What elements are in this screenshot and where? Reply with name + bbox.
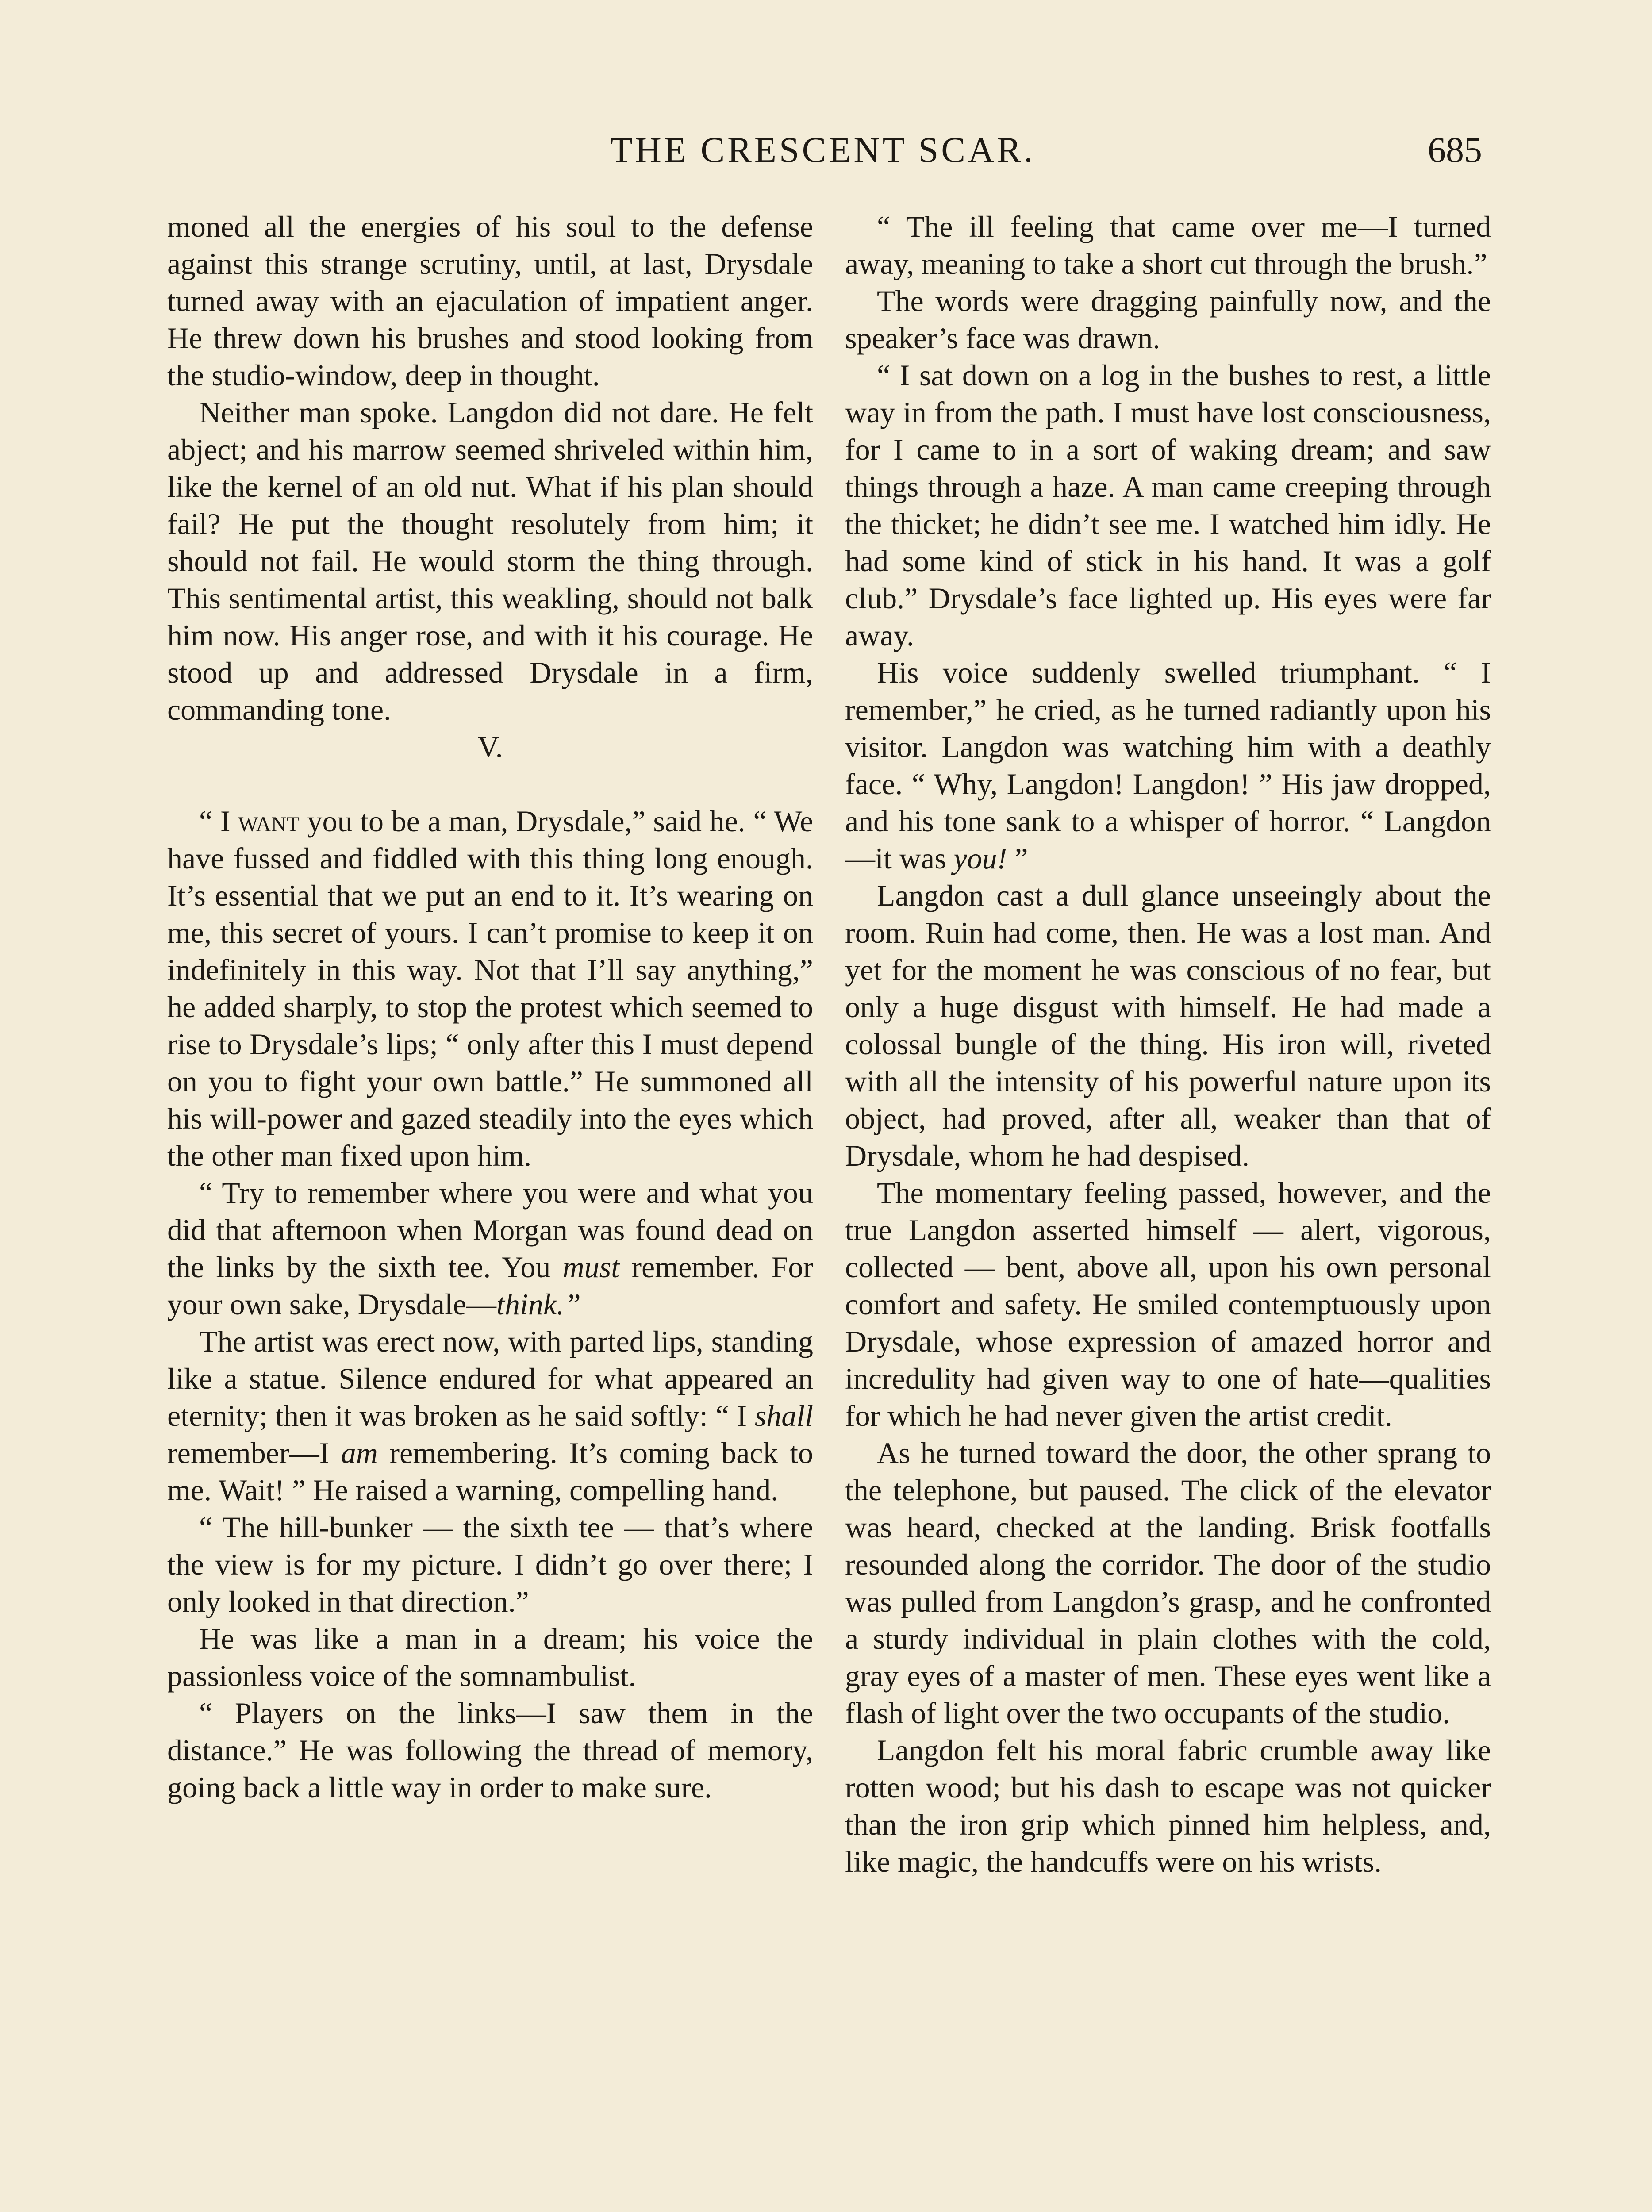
text-run: His voice suddenly swelled triumphant. “ I remember,” he cried, as he turned radiantly upon his visitor. Langdon was watching him with a deathly face. “ Why, Langdon! Langdon! ” His jaw dropped, and his tone sank to a whisper of horror. “ Langdon—it was bbox=[845, 656, 1491, 875]
paragraph: The momentary feeling passed, however, and the true Langdon asserted himself — alert, vigorous, collected — bent, above all, upon his own personal comfort and safety. He smiled contemptuously upon Drysdale, whose expression of amazed horror and incredulity had given way to one of hate—qualities for which he had never given the artist credit. bbox=[845, 1176, 1491, 1432]
paragraph bbox=[167, 1174, 813, 1323]
paragraph: He was like a man in a dream; his voice the passionless voice of the somnambulist. bbox=[167, 1622, 813, 1693]
right-column bbox=[845, 208, 1491, 2212]
text-run: remembering. It’s coming back to me. Wait! ” He raised a warning, compelling hand. bbox=[167, 1436, 813, 1507]
text-run: you to be a man, Drysdale,” said he. “ We have fussed and fiddled with this thing long enough. It’s essential that we put an end to it. It’s wearing on me, this secret of yours. I can’t promise to keep it on indefinitely in this way. Not that I’ll say anything,” he added sharply, to stop the protest which seemed to rise to Drysdale’s lips; “ only after this I must depend on you to fight your own battle.” He summoned all his will-power and gazed steadily into the eyes which the other man fixed upon him. bbox=[167, 804, 813, 1172]
paragraph: “ Players on the links—I saw them in the distance.” He was following the thread of memory, going back a little way in order to make sure. bbox=[167, 1696, 813, 1804]
italic-run: shall bbox=[754, 1399, 813, 1432]
text-run: remember—I bbox=[167, 1436, 341, 1470]
text-run: remember. For your own sake, Drysdale— bbox=[167, 1250, 813, 1321]
paragraph: Langdon cast a dull glance unseeingly about the room. Ruin had come, then. He was a lost man. And yet for the moment he was conscious of no fear, but only a huge disgust with himself. He had made a colossal bungle of the thing. His iron will, riveted with all the intensity of his powerful nature upon its object, had proved, after all, weaker than that of Drysdale, whom he had despised. bbox=[845, 879, 1491, 1172]
text-run: “ Try to remember where you were and what you did that afternoon when Morgan was found dead on the links by the sixth tee. You bbox=[167, 1176, 813, 1284]
italic-run: must bbox=[562, 1250, 620, 1284]
paragraph bbox=[845, 654, 1491, 877]
paragraph: “ The hill-bunker — the sixth tee — that’s where the view is for my picture. I didn’t go over there; I only looked in that direction.” bbox=[167, 1510, 813, 1618]
paragraph: Langdon felt his moral fabric crumble away like rotten wood; but his dash to escape was not quicker than the iron grip which pinned him helpless, and, like magic, the handcuffs were on his wrists. bbox=[845, 1733, 1491, 1878]
paragraph bbox=[167, 803, 813, 1174]
paragraph bbox=[167, 1323, 813, 1509]
text-run: The artist was erect now, with parted lips, standing like a statue. Silence endured for what appeared an eternity; then it was broken as he said softly: “ I bbox=[167, 1325, 813, 1432]
paragraph: Neither man spoke. Langdon did not dare. He felt abject; and his marrow seemed shriveled within him, like the kernel of an old nut. What if his plan should fail? He put the thought resolutely from him; it should not fail. He would storm the thing through. This sentimental artist, this weakling, should not balk him now. His anger rose, and with it his courage. He stood up and addressed Drysdale in a firm, commanding tone. bbox=[167, 396, 813, 726]
page-header bbox=[164, 125, 1482, 178]
section-heading: V. bbox=[477, 730, 503, 764]
small-caps-run: want bbox=[238, 804, 300, 838]
running-title: THE CRESCENT SCAR. bbox=[610, 130, 1036, 170]
paragraph: “ I sat down on a log in the bushes to rest, a little way in from the path. I must have lost consciousness, for I came to in a sort of waking dream; and saw things through a haze. A man came creeping through the thicket; he didn’t see me. I watched him idly. He had some kind of stick in his hand. It was a golf club.” Drysdale’s face lighted up. His eyes were far away. bbox=[845, 358, 1491, 652]
italic-run: am bbox=[341, 1436, 378, 1470]
page-number: 685 bbox=[1428, 130, 1482, 170]
left-column bbox=[167, 208, 813, 2212]
paragraph: The words were dragging painfully now, and the speaker’s face was drawn. bbox=[845, 284, 1491, 355]
italic-run: think.” bbox=[496, 1287, 581, 1321]
paragraph: As he turned toward the door, the other sprang to the telephone, but paused. The click of the elevator was heard, checked at the landing. Brisk footfalls resounded along the corridor. The door of the studio was pulled from Langdon’s grasp, and he confronted a sturdy individual in plain clothes with the cold, gray eyes of a master of men. These eyes went like a flash of light over the two occupants of the studio. bbox=[845, 1436, 1491, 1730]
italic-run: you! bbox=[953, 841, 1007, 875]
paragraph: “ The ill feeling that came over me—I turned away, meaning to take a short cut through the brush.” bbox=[845, 210, 1491, 280]
text-run: ” bbox=[1007, 841, 1028, 875]
paragraph: moned all the energies of his soul to the defense against this strange scrutiny, until, at last, Drysdale turned away with an ejaculation of impatient anger. He threw down his brushes and stood looking from the studio-window, deep in thought. bbox=[167, 210, 813, 392]
text-run: “ I bbox=[199, 804, 238, 838]
